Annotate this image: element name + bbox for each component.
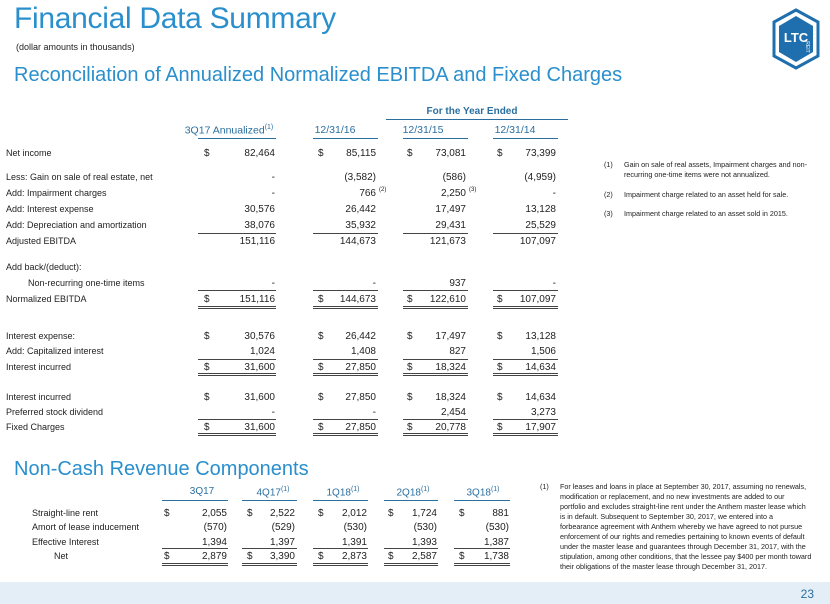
currency-sign: $ (388, 551, 394, 562)
total-rule (198, 308, 276, 309)
table-cell: - (372, 278, 376, 289)
subtotal-rule (313, 233, 378, 234)
total-rule (242, 563, 297, 564)
column-header (313, 486, 373, 498)
row-label: Net (54, 551, 69, 561)
column-header (453, 486, 513, 498)
row-label: Preferred stock dividend (6, 407, 104, 417)
table-cell: 3,273 (530, 407, 556, 418)
cell-footnote: (2) (379, 187, 387, 193)
table-cell: 107,097 (519, 294, 556, 305)
table-cell: 937 (449, 278, 466, 289)
table-cell: 85,115 (346, 148, 376, 159)
table-cell: 144,673 (339, 294, 376, 305)
currency-sign: $ (459, 508, 465, 519)
table-cell: 2,522 (269, 508, 295, 519)
currency-sign: $ (204, 148, 210, 159)
row-label: Add back/(deduct): (6, 262, 82, 272)
table-cell: (3,582) (344, 172, 376, 183)
table-cell: 18,324 (435, 362, 466, 373)
table-cell: 26,442 (345, 204, 376, 215)
row-label: Fixed Charges (6, 422, 65, 432)
row-label: Straight-line rent (32, 508, 99, 518)
table-cell: 13,128 (525, 204, 556, 215)
row-label: Adjusted EBITDA (6, 236, 77, 246)
total-rule (198, 433, 276, 434)
table-cell: 107,097 (519, 236, 556, 247)
footnote-text: Gain on sale of real assets, Impairment charges and non-recurring one-time items were not annualized. (624, 160, 807, 179)
total-rule (384, 565, 438, 566)
total-rule (493, 306, 558, 307)
total-rule (198, 373, 276, 374)
noncash-note (540, 482, 812, 582)
table-cell: (530) (413, 522, 437, 533)
column-header-rule (493, 138, 558, 139)
table-cell: 73,399 (525, 148, 556, 159)
total-rule (493, 435, 558, 436)
column-header-rule (454, 500, 510, 501)
subtotal-rule (313, 359, 378, 360)
table-cell: 1,391 (341, 537, 367, 548)
table-cell: (570) (203, 522, 227, 533)
currency-sign: $ (164, 551, 170, 562)
currency-sign: $ (204, 362, 210, 373)
row-label: Add: Depreciation and amortization (6, 220, 147, 230)
subtotal-rule (493, 233, 558, 234)
total-rule (403, 306, 468, 307)
column-header-rule (403, 138, 468, 139)
total-rule (313, 563, 368, 564)
total-rule (493, 375, 558, 376)
footnote-text: Impairment charge related to an asset held for sale. (624, 190, 789, 199)
table-cell: 27,850 (345, 392, 376, 403)
group-header: For the Year Ended (426, 106, 518, 117)
table-cell: 17,907 (525, 422, 556, 433)
total-rule (313, 306, 378, 307)
subtotal-rule (493, 359, 558, 360)
row-label: Non-recurring one-time items (28, 278, 145, 288)
table-cell: 38,076 (244, 220, 275, 231)
table-cell: 2,873 (341, 551, 367, 562)
table-cell: 144,673 (339, 236, 376, 247)
column-header-footnote: (1) (264, 124, 274, 131)
page-number: 23 (800, 587, 814, 601)
table-cell: 1,738 (483, 551, 509, 562)
page-title: Financial Data Summary (14, 2, 336, 35)
page-subtitle: (dollar amounts in thousands) (16, 42, 135, 52)
subtotal-rule (384, 548, 438, 549)
table-cell: 13,128 (525, 331, 556, 342)
column-header-footnote: (1) (280, 486, 290, 493)
currency-sign: $ (407, 362, 413, 373)
table-cell: 122,610 (429, 294, 466, 305)
column-header-rule (313, 138, 378, 139)
total-rule (162, 563, 228, 564)
table-cell: - (271, 188, 275, 199)
table-cell: 827 (449, 346, 466, 357)
subtotal-rule (242, 548, 297, 549)
total-rule (403, 433, 468, 434)
table-cell: 3,390 (269, 551, 295, 562)
table-cell: (4,959) (524, 172, 556, 183)
total-rule (493, 433, 558, 434)
total-rule (313, 308, 378, 309)
table-cell: 1,393 (411, 537, 437, 548)
currency-sign: $ (318, 508, 324, 519)
column-header-label: 3Q17 Annualized (184, 124, 265, 137)
table-cell: 2,879 (201, 551, 227, 562)
column-header-rule (162, 500, 228, 501)
total-rule (403, 375, 468, 376)
table-cell: (530) (343, 522, 367, 533)
column-header-label: 3Q17 (189, 486, 215, 497)
table-cell: 17,497 (435, 204, 466, 215)
row-label: Interest expense: (6, 331, 76, 341)
subtotal-rule (493, 419, 558, 420)
total-rule (313, 373, 378, 374)
table-cell: 2,250 (440, 188, 466, 199)
cell-footnote: (3) (469, 187, 477, 193)
currency-sign: $ (164, 508, 170, 519)
column-header-label: 1Q18 (326, 487, 351, 499)
table-cell: 151,116 (239, 294, 275, 305)
footnote (604, 160, 814, 188)
table-cell: - (271, 172, 275, 183)
table-cell: 1,024 (249, 346, 275, 357)
table-cell: 73,081 (435, 148, 466, 159)
currency-sign: $ (497, 331, 503, 342)
table-cell: 1,394 (201, 537, 227, 548)
table-cell: - (552, 278, 556, 289)
table-cell: - (552, 188, 556, 199)
total-rule (403, 373, 468, 374)
table-cell: 35,932 (345, 220, 376, 231)
column-header-label: 12/31/15 (402, 124, 444, 136)
total-rule (403, 308, 468, 309)
row-label: Effective Interest (32, 537, 99, 547)
subtotal-rule (403, 419, 468, 420)
table-cell: 31,600 (244, 422, 275, 433)
subtotal-rule (313, 548, 368, 549)
subtotal-rule (403, 233, 468, 234)
column-header (169, 124, 289, 137)
total-rule (384, 563, 438, 564)
currency-sign: $ (497, 392, 503, 403)
currency-sign: $ (407, 331, 413, 342)
table-cell: 31,600 (244, 392, 275, 403)
footnote-number: (2) (604, 190, 613, 199)
currency-sign: $ (318, 362, 324, 373)
column-header-label: 3Q18 (466, 487, 491, 499)
logo-text: LTC (783, 30, 809, 45)
currency-sign: $ (497, 422, 503, 433)
table-cell: 27,850 (345, 362, 376, 373)
total-rule (454, 563, 510, 564)
currency-sign: $ (247, 551, 253, 562)
table-cell: (529) (271, 522, 295, 533)
column-header-rule (384, 500, 438, 501)
total-rule (403, 435, 468, 436)
table-cell: 17,497 (435, 331, 466, 342)
footnote (604, 209, 814, 237)
currency-sign: $ (407, 392, 413, 403)
table-cell: 27,850 (345, 422, 376, 433)
subtotal-rule (198, 419, 276, 420)
table-cell: 1,506 (530, 346, 556, 357)
table-cell: 14,634 (525, 362, 556, 373)
column-header-footnote: (1) (490, 486, 500, 493)
total-rule (198, 375, 276, 376)
currency-sign: $ (204, 422, 210, 433)
table-cell: 2,454 (440, 407, 466, 418)
table-cell: 1,724 (411, 508, 437, 519)
subtotal-rule (313, 290, 378, 291)
total-rule (198, 306, 276, 307)
currency-sign: $ (204, 392, 210, 403)
subtotal-rule (313, 419, 378, 420)
table-cell: 14,634 (525, 392, 556, 403)
subtotal-rule (493, 290, 558, 291)
table-cell: 121,673 (429, 236, 466, 247)
footer-bar (0, 582, 830, 604)
footnote-number: (1) (604, 160, 613, 169)
table-cell: (530) (485, 522, 509, 533)
total-rule (493, 308, 558, 309)
row-label: Normalized EBITDA (6, 294, 87, 304)
subtotal-rule (403, 359, 468, 360)
table-cell: 881 (492, 508, 509, 519)
row-label: Interest incurred (6, 392, 72, 402)
subtotal-rule (162, 548, 228, 549)
column-header-rule (313, 500, 368, 501)
section-title-reconciliation: Reconciliation of Annualized Normalized EBITDA and Fixed Charges (14, 64, 623, 86)
total-rule (242, 565, 297, 566)
column-header (455, 124, 575, 136)
row-label: Net income (6, 148, 52, 158)
total-rule (454, 565, 510, 566)
row-label: Add: Impairment charges (6, 188, 107, 198)
currency-sign: $ (407, 148, 413, 159)
column-header-label: 2Q18 (396, 487, 421, 499)
row-label: Add: Capitalized interest (6, 346, 104, 356)
total-rule (162, 565, 228, 566)
row-label: Interest incurred (6, 362, 72, 372)
column-header-label: 4Q17 (256, 487, 281, 499)
table-cell: 20,778 (435, 422, 466, 433)
column-header (243, 486, 303, 498)
subtotal-rule (403, 290, 468, 291)
currency-sign: $ (407, 422, 413, 433)
table-cell: 30,576 (244, 204, 275, 215)
currency-sign: $ (318, 551, 324, 562)
table-cell: 1,408 (350, 346, 376, 357)
ltc-logo (772, 8, 820, 70)
total-rule (313, 375, 378, 376)
currency-sign: $ (318, 294, 324, 305)
currency-sign: $ (497, 148, 503, 159)
total-rule (198, 435, 276, 436)
table-cell: 26,442 (345, 331, 376, 342)
row-label: Less: Gain on sale of real estate, net (6, 172, 153, 182)
table-cell: 18,324 (435, 392, 466, 403)
table-cell: 766 (359, 188, 376, 199)
column-header-footnote: (1) (420, 486, 430, 493)
subtotal-rule (454, 548, 510, 549)
total-rule (313, 433, 378, 434)
table-cell: 1,397 (269, 537, 295, 548)
total-rule (313, 565, 368, 566)
table-cell: 29,431 (435, 220, 466, 231)
table-cell: (586) (442, 172, 466, 183)
group-header-rule (386, 119, 568, 120)
column-header (383, 486, 443, 498)
currency-sign: $ (204, 331, 210, 342)
table-cell: 151,116 (239, 236, 275, 247)
footnote-number: (3) (604, 209, 613, 218)
column-header-footnote: (1) (350, 486, 360, 493)
currency-sign: $ (247, 508, 253, 519)
currency-sign: $ (497, 294, 503, 305)
table-cell: 82,464 (244, 148, 275, 159)
table-cell: 31,600 (244, 362, 275, 373)
table-cell: 2,012 (341, 508, 367, 519)
currency-sign: $ (318, 422, 324, 433)
subtotal-rule (198, 233, 276, 234)
table-cell: - (271, 407, 275, 418)
table-cell: - (372, 407, 376, 418)
table-cell: 25,529 (525, 220, 556, 231)
table-cell: 30,576 (244, 331, 275, 342)
column-header-rule (242, 500, 297, 501)
row-label: Amort of lease inducement (32, 522, 140, 532)
currency-sign: $ (204, 294, 210, 305)
total-rule (313, 435, 378, 436)
currency-sign: $ (388, 508, 394, 519)
currency-sign: $ (318, 148, 324, 159)
subtotal-rule (198, 359, 276, 360)
table-cell: - (271, 278, 275, 289)
currency-sign: $ (459, 551, 465, 562)
table-cell: 2,055 (201, 508, 227, 519)
column-header-label: 12/31/14 (494, 124, 536, 136)
currency-sign: $ (318, 392, 324, 403)
section-title-noncash: Non-Cash Revenue Components (14, 458, 309, 480)
currency-sign: $ (497, 362, 503, 373)
currency-sign: $ (407, 294, 413, 305)
column-header-rule (198, 138, 276, 139)
column-header-label: 12/31/16 (314, 124, 356, 136)
column-header (172, 486, 232, 497)
subtotal-rule (198, 290, 276, 291)
total-rule (493, 373, 558, 374)
note-number: (1) (540, 482, 549, 491)
note-text: For leases and loans in place at September 30, 2017, assuming no renewals, modification or replacement, and no new investments are added to our portfolio and excludes straight-line rent under the Anthem master lease which is in default. Subsequent to September 30, 2017, we entered into a forbearance agreement with Anthem whereby we have agreed to not pursue enforcement of our rights and remedies pertaining to known events of default under the master lease and guarantees through December 31, 2017, with the stipulation, among other conditions, that the lessee pay $400 per month toward their obligations of the master lease through December 31, 2017. (560, 482, 812, 571)
table-cell: 2,587 (411, 551, 437, 562)
footnote-text: Impairment charge related to an asset sold in 2015. (624, 209, 788, 218)
currency-sign: $ (318, 331, 324, 342)
row-label: Add: Interest expense (6, 204, 94, 214)
table-cell: 1,387 (483, 537, 509, 548)
logo-subtext: REIT (804, 41, 810, 53)
